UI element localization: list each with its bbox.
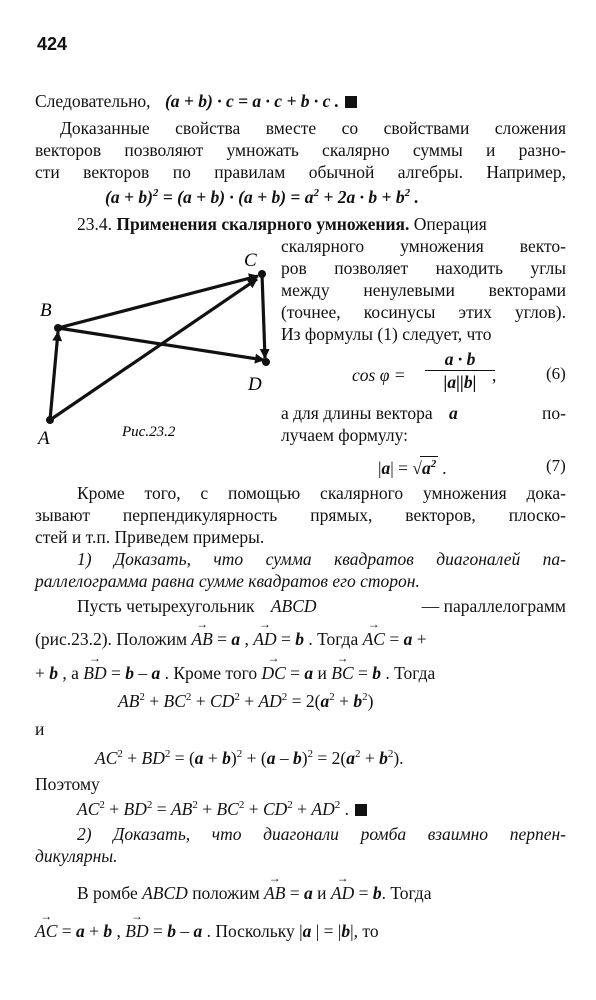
wrap-line-1: скалярного умножения векто- bbox=[281, 236, 566, 256]
wrap-line-5: Из формулы (1) следует, что bbox=[281, 324, 492, 344]
cos-comma: , bbox=[492, 365, 497, 385]
point-A bbox=[46, 416, 54, 424]
page-number: 424 bbox=[37, 34, 68, 54]
wrap-line-4: (точнее, косинусы этих углов). bbox=[281, 302, 566, 322]
sum-formula-1: $AB^2 + BC^2 + CD^2 + AD^2 = 2(a^2 + b^2)$ bbox=[118, 691, 374, 711]
section-heading-continuation: Операция bbox=[413, 214, 487, 234]
example-1-line-1: 1) Доказать, что сумма квадратов диагоналей па- bbox=[77, 549, 566, 569]
quadrilateral-name: ABCD bbox=[270, 596, 317, 616]
point-D bbox=[262, 358, 270, 366]
proof-2-line-2: → AC = a + b , → BD = b – a . Поскольку |a | = |b|, то bbox=[35, 920, 379, 942]
section-number: 23.4. bbox=[77, 214, 112, 234]
qed-square-icon bbox=[345, 96, 357, 108]
label-C: C bbox=[244, 250, 257, 271]
point-B bbox=[54, 324, 62, 332]
sum-formula-2: $AC^2 + BD^2 = (a + b)^2 + (a - b)^2 = 2(a^2 + b^2)$. bbox=[95, 748, 404, 768]
example-2-line-2: дикулярны. bbox=[35, 846, 118, 866]
vector-BC bbox=[58, 276, 258, 328]
figure-caption: Рис.23.2 bbox=[122, 424, 176, 440]
proof-2-line-1: В ромбе ABCD положим → AB = a и → AD = b. Тогда bbox=[77, 882, 431, 904]
wrap-line-7: лучаем формулу: bbox=[281, 425, 409, 445]
proof-1-line-3: + b , а → BD = b – a . Кроме того → DC = a и → BC = b . Тогда bbox=[35, 662, 435, 684]
section-title: Применения скалярного умножения. bbox=[116, 214, 410, 234]
qed-square-icon-2 bbox=[355, 804, 367, 816]
distributive-formula: (a + b) · c = a · c + b · c . bbox=[164, 91, 340, 111]
therefore-word: Поэтому bbox=[35, 774, 100, 794]
label-A: A bbox=[38, 428, 50, 448]
wrap-line-3: между ненулевыми векторами bbox=[281, 280, 566, 300]
paragraph-2-line-2: зывают перпендикулярность прямых, векторов, плоско- bbox=[35, 505, 566, 525]
proof-1-text-a: Пусть четырехугольник bbox=[77, 596, 255, 616]
parallelogram-figure bbox=[30, 248, 280, 448]
section-heading-line bbox=[77, 213, 487, 235]
proof-1-text-c: — параллелограмм bbox=[421, 596, 566, 616]
wrap-line-2: ров позволяет находить углы bbox=[281, 258, 566, 278]
vector-AB bbox=[50, 332, 58, 420]
label-D: D bbox=[248, 374, 262, 395]
cos-formula-left: cos φ = bbox=[352, 365, 406, 385]
wrap-line-6-end: по- bbox=[542, 403, 566, 423]
conclusion-line bbox=[35, 90, 357, 112]
cos-denominator: |a||b| bbox=[443, 372, 477, 392]
equation-number-7: (7) bbox=[546, 456, 566, 475]
point-C bbox=[258, 270, 266, 278]
vector-BD bbox=[58, 328, 264, 360]
conclusion-text: Следовательно, bbox=[35, 91, 151, 111]
length-formula: $|a| = √a^2$ . bbox=[378, 458, 448, 478]
conjunction-and: и bbox=[35, 719, 45, 739]
vector-AC bbox=[50, 279, 257, 420]
paragraph-1-line-3: сти векторов по правилам обычной алгебры. Например, bbox=[35, 162, 566, 182]
paragraph-1-line-1: Доказанные свойства вместе со свойствами сложения bbox=[60, 118, 566, 138]
equation-number-6: (6) bbox=[546, 364, 566, 383]
example-1-line-2: раллелограмма равна сумме квадратов его сторон. bbox=[35, 571, 420, 591]
vector-a-symbol: a bbox=[448, 403, 458, 423]
wrap-line-6-text: а для длины вектора bbox=[281, 403, 433, 423]
cos-numerator: a · b bbox=[425, 348, 495, 371]
proof-1-line-2: (рис.23.2). Положим → AB = a , → AD = b . Тогда → AC = a + bbox=[35, 628, 427, 650]
vector-CD bbox=[262, 274, 265, 358]
cos-fraction bbox=[425, 348, 495, 393]
wrap-line-6 bbox=[281, 402, 566, 424]
paragraph-2-line-1: Кроме того, с помощью скалярного умножения дока- bbox=[77, 483, 566, 503]
paragraph-2-line-3: стей и т.п. Приведем примеры. bbox=[35, 527, 265, 547]
label-B: B bbox=[40, 300, 52, 321]
example-2-line-1: 2) Доказать, что диагонали ромба взаимно перпен- bbox=[77, 824, 566, 844]
sum-formula-3: $AC^2 + BD^2 = AB^2 + BC^2 + CD^2 + AD^2$ . bbox=[77, 798, 367, 820]
proof-1-line-1 bbox=[77, 595, 566, 617]
square-expansion-formula: $(a + b)^2 = (a + b) \cdot (a + b) = a^2 + 2a \cdot b + b^2$ . bbox=[105, 187, 419, 207]
paragraph-1-line-2: векторов позволяют умножать скалярно суммы и разно- bbox=[35, 140, 566, 160]
